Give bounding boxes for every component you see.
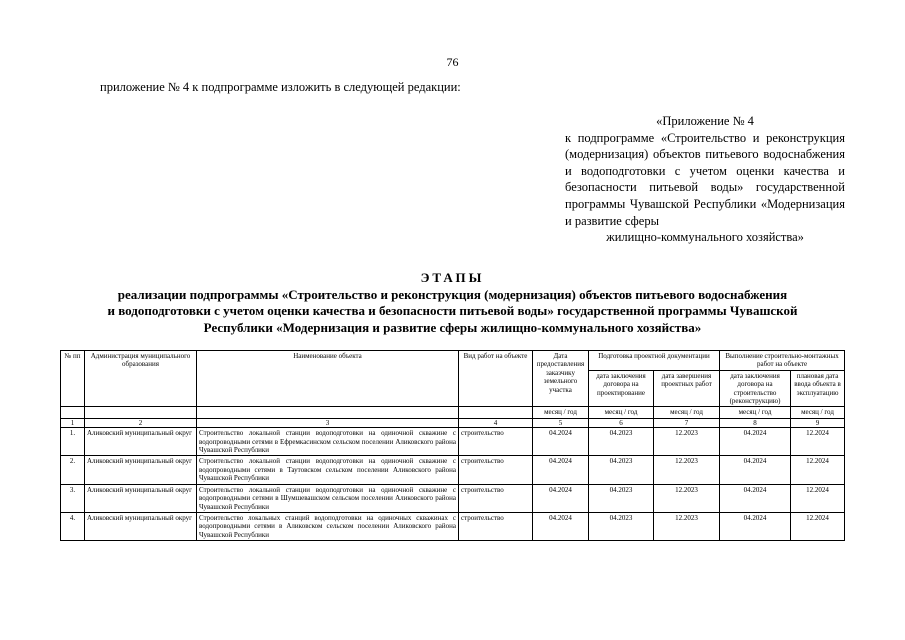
table-row [61, 484, 845, 512]
column-number: 2 [85, 418, 197, 427]
unit-design-finish: месяц / год [654, 407, 720, 418]
row-commissioning: 12.2024 [791, 456, 845, 484]
header-commissioning: плановая дата ввода объекта в эксплуатацию [791, 370, 845, 407]
row-work-type: строительство [459, 484, 533, 512]
page-number: 76 [446, 55, 459, 69]
row-land-date: 04.2024 [533, 512, 589, 540]
row-commissioning: 12.2024 [791, 484, 845, 512]
header-object: Наименование объекта [197, 351, 459, 407]
row-work-type: строительство [459, 456, 533, 484]
row-object: Строительство локальной станции водоподготовки на одиночной скважине с водопроводными сетями в Шумшевашском сельском поселении Аликовского района Чувашской Республики [197, 484, 459, 512]
title-line-3: и водоподготовки с учетом оценки качества и безопасности питьевой воды» государственной программы Чувашской [107, 303, 798, 318]
row-land-date: 04.2024 [533, 428, 589, 456]
title-line-1: ЭТАПЫ [420, 270, 485, 285]
row-object: Строительство локальной станции водоподготовки на одиночной скважине с водопроводными сетями в Таутовском сельском поселении Аликовского района Чувашской Республики [197, 456, 459, 484]
header-row-1 [61, 351, 845, 371]
row-object: Строительство локальной станции водоподготовки на одиночной скважине с водопроводными сетями в Ефремкасинском сельском поселении Аликовского района Чувашской Республики [197, 428, 459, 456]
header-admin: Администрация муниципального образования [85, 351, 197, 407]
column-number: 5 [533, 418, 589, 427]
row-work-type: строительство [459, 428, 533, 456]
row-design-contract: 04.2023 [589, 484, 654, 512]
unit-construction: месяц / год [720, 407, 791, 418]
row-design-finish: 12.2023 [654, 512, 720, 540]
stages-table [60, 350, 845, 541]
unit-commissioning: месяц / год [791, 407, 845, 418]
column-number: 6 [589, 418, 654, 427]
row-land-date: 04.2024 [533, 484, 589, 512]
row-design-finish: 12.2023 [654, 428, 720, 456]
row-design-contract: 04.2023 [589, 428, 654, 456]
row-commissioning: 12.2024 [791, 428, 845, 456]
column-numbers-row [61, 418, 845, 427]
column-number: 4 [459, 418, 533, 427]
header-work-type: Вид работ на объекте [459, 351, 533, 407]
row-design-finish: 12.2023 [654, 456, 720, 484]
document-title [0, 270, 905, 336]
header-design-group: Подготовка проектной документации [589, 351, 720, 371]
row-construction-contract: 04.2024 [720, 484, 791, 512]
row-construction-contract: 04.2024 [720, 512, 791, 540]
header-construction-group: Выполнение строительно-монтажных работ на объекте [720, 351, 845, 371]
header-design-contract: дата заключения договора на проектирование [589, 370, 654, 407]
intro-text: приложение № 4 к подпрограмме изложить в следующей редакции: [100, 80, 461, 94]
column-number: 1 [61, 418, 85, 427]
row-design-contract: 04.2023 [589, 456, 654, 484]
column-number: 7 [654, 418, 720, 427]
appendix-body-tail: жилищно-коммунального хозяйства» [606, 230, 804, 245]
table-row [61, 456, 845, 484]
row-admin: Аликовский муниципальный округ [85, 484, 197, 512]
column-number: 3 [197, 418, 459, 427]
row-design-contract: 04.2023 [589, 512, 654, 540]
column-number: 9 [791, 418, 845, 427]
row-construction-contract: 04.2024 [720, 428, 791, 456]
header-design-finish: дата завершения проектных работ [654, 370, 720, 407]
row-num: 4. [61, 512, 85, 540]
column-number: 8 [720, 418, 791, 427]
header-construction-contract: дата заключения договора на строительство (реконструкцию) [720, 370, 791, 407]
appendix-body [565, 130, 845, 246]
unit-land: месяц / год [533, 407, 589, 418]
row-admin: Аликовский муниципальный округ [85, 512, 197, 540]
appendix-reference [565, 113, 845, 246]
table-row [61, 428, 845, 456]
row-num: 3. [61, 484, 85, 512]
header-num: № пп [61, 351, 85, 407]
title-line-4: Республики «Модернизация и развитие сферы жилищно-коммунального хозяйства» [203, 319, 702, 335]
unit-design-contract: месяц / год [589, 407, 654, 418]
row-design-finish: 12.2023 [654, 484, 720, 512]
title-line-2: реализации подпрограммы «Строительство и реконструкция (модернизация) объектов питьевого водоснабжения [117, 286, 788, 302]
table-row [61, 512, 845, 540]
row-admin: Аликовский муниципальный округ [85, 428, 197, 456]
row-construction-contract: 04.2024 [720, 456, 791, 484]
row-admin: Аликовский муниципальный округ [85, 456, 197, 484]
row-land-date: 04.2024 [533, 456, 589, 484]
row-num: 2. [61, 456, 85, 484]
row-object: Строительство локальных станций водоподготовки на одиночных скважинах с водопроводными сетями в Аликовском сельском поселении Аликовского района Чувашской Республики [197, 512, 459, 540]
row-num: 1. [61, 428, 85, 456]
row-commissioning: 12.2024 [791, 512, 845, 540]
header-units-row [61, 407, 845, 418]
header-land-date: Дата предоставления заказчику земельного участка [533, 351, 589, 407]
row-work-type: строительство [459, 512, 533, 540]
appendix-body-main: к подпрограмме «Строительство и реконструкция (модернизация) объектов питьевого водоснабжения и водоподготовки с учетом оценки качества и безопасности питьевой воды» государственной программы Чувашской Республики «Модернизация и развитие сферы [565, 130, 845, 228]
appendix-heading: «Приложение № 4 [656, 114, 754, 128]
